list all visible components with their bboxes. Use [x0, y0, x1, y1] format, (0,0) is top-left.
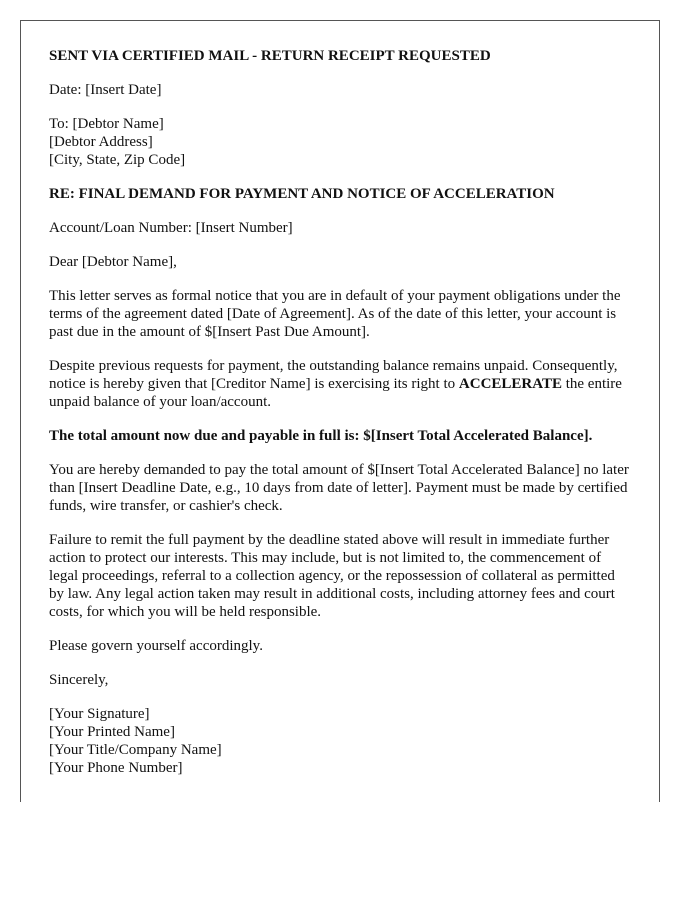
- paragraph-payment-demand: You are hereby demanded to pay the total amount of $[Insert Total Accelerated Balance] no later than [Insert Deadline Date, e.g., 10 days from date of letter]. Payment must be made by certified funds, wire transfer, or cashier's check.: [49, 462, 629, 514]
- subject-line: RE: FINAL DEMAND FOR PAYMENT AND NOTICE OF ACCELERATION: [49, 186, 555, 202]
- acceleration-text-before: Despite previous requests for payment, the outstanding balance remains unpaid. Consequently, notice is hereby given that [Creditor Name] is exercising its right to: [49, 358, 618, 392]
- signature-line: [Your Signature]: [49, 706, 150, 722]
- date-line: Date: [Insert Date]: [49, 82, 162, 98]
- accelerate-emphasis: ACCELERATE: [458, 376, 562, 392]
- recipient-address-line: [Debtor Address]: [49, 134, 153, 150]
- recipient-city-line: [City, State, Zip Code]: [49, 152, 186, 168]
- account-number-line: Account/Loan Number: [Insert Number]: [49, 220, 293, 236]
- paragraph-acceleration: [49, 357, 631, 411]
- signature-block: [49, 705, 631, 777]
- closing-remark: Please govern yourself accordingly.: [49, 638, 263, 654]
- valediction: Sincerely,: [49, 672, 109, 688]
- title-company-line: [Your Title/Company Name]: [49, 742, 222, 758]
- letter-page: [20, 20, 660, 802]
- salutation: Dear [Debtor Name],: [49, 254, 177, 270]
- total-due-statement: The total amount now due and payable in full is: $[Insert Total Accelerated Balance].: [49, 428, 593, 444]
- mail-notice: SENT VIA CERTIFIED MAIL - RETURN RECEIPT REQUESTED: [49, 48, 491, 64]
- paragraph-default-notice: This letter serves as formal notice that you are in default of your payment obligations under the terms of the agreement dated [Date of Agreement]. As of the date of this letter, your account is past due in the amount of $[Insert Past Due Amount].: [49, 288, 621, 340]
- recipient-name-line: To: [Debtor Name]: [49, 116, 164, 132]
- recipient-address: [49, 115, 631, 169]
- phone-number-line: [Your Phone Number]: [49, 760, 183, 776]
- printed-name-line: [Your Printed Name]: [49, 724, 175, 740]
- acceleration-text-after: the entire unpaid balance of your loan/account.: [49, 376, 622, 410]
- paragraph-consequences: Failure to remit the full payment by the deadline stated above will result in immediate further action to protect our interests. This may include, but is not limited to, the commencement of legal proceedings, referral to a collection agency, or the repossession of collateral as permitted by law. Any legal action taken may result in additional costs, including attorney fees and court costs, for which you will be held responsible.: [49, 532, 615, 620]
